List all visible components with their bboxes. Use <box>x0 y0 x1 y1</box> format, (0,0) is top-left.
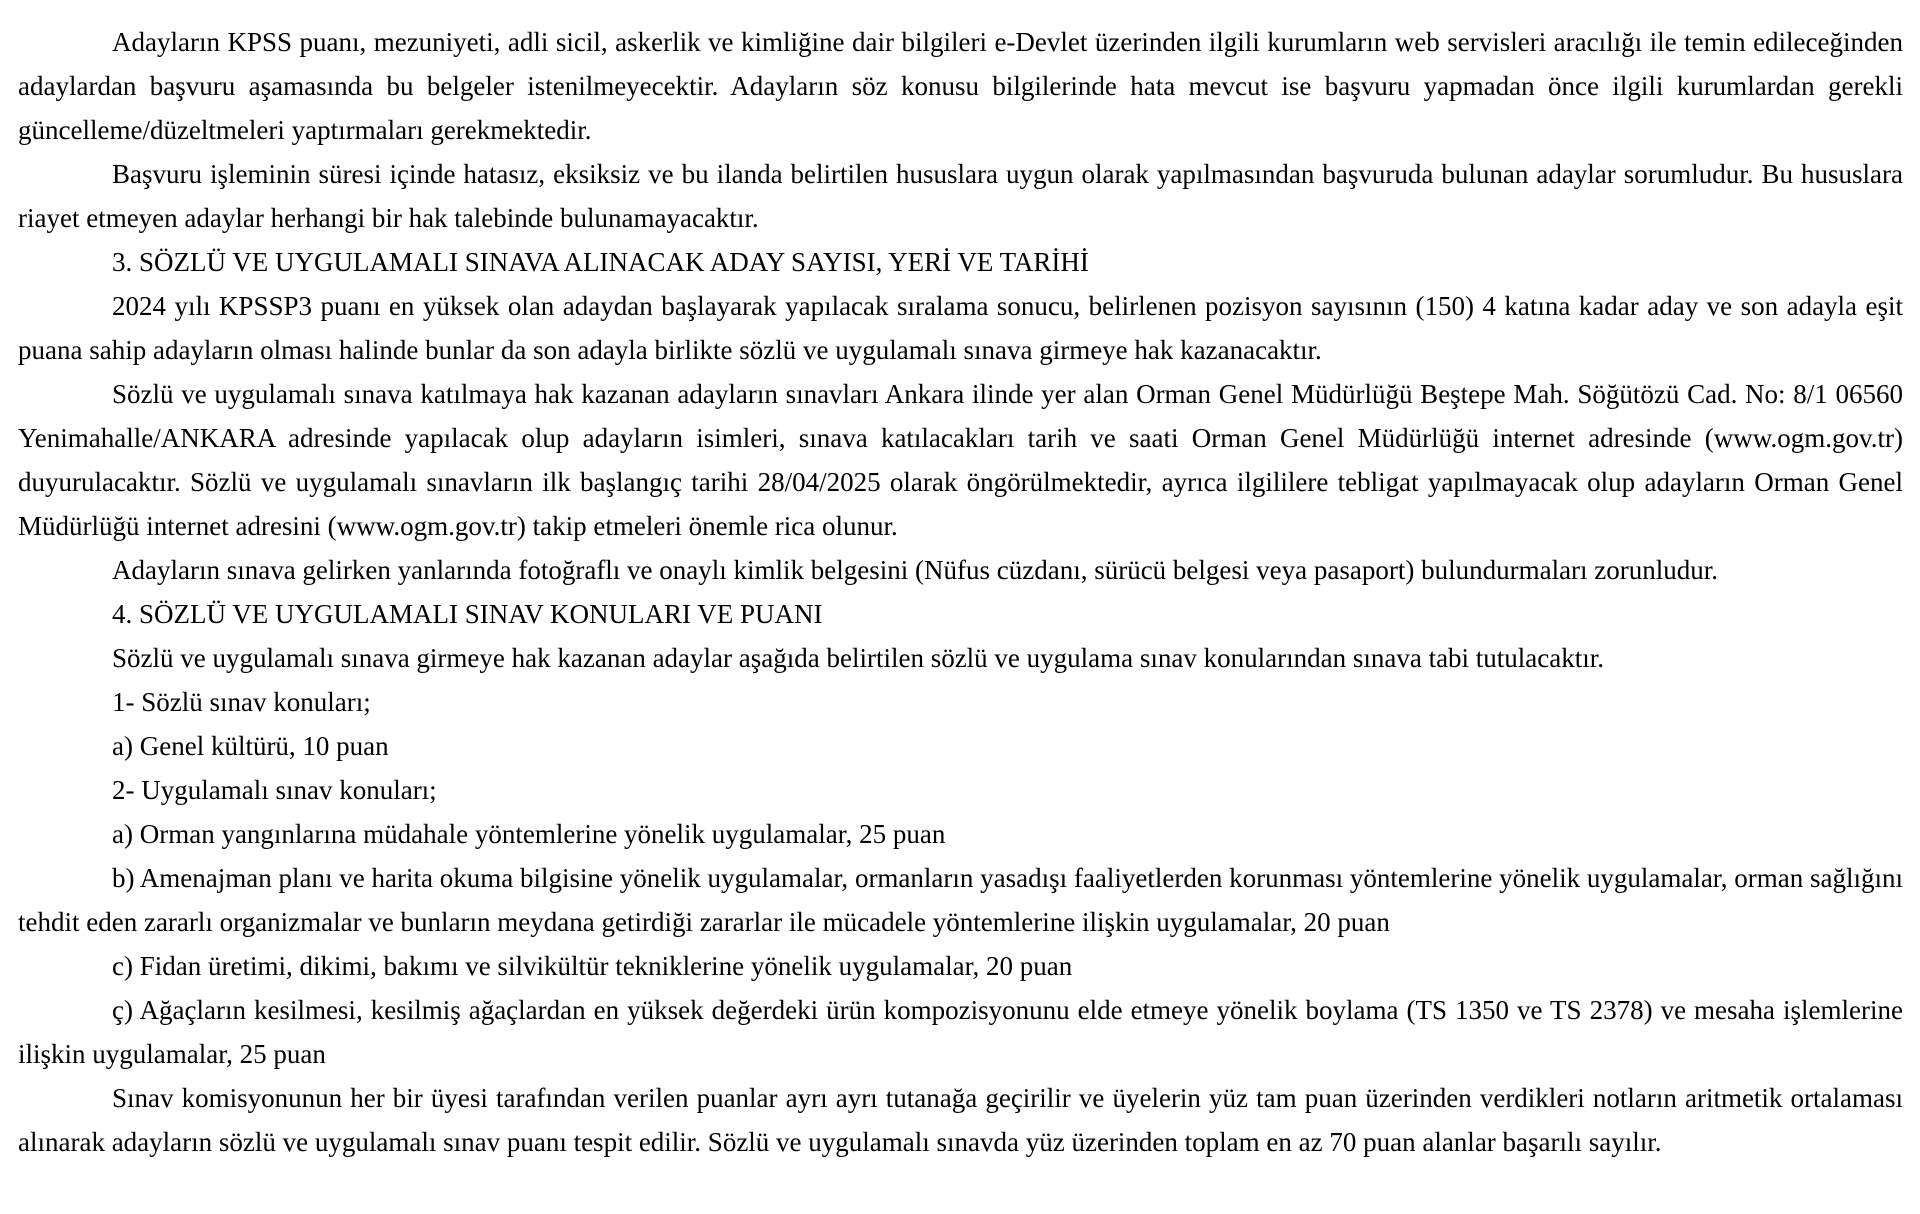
section-heading-4: 4. SÖZLÜ VE UYGULAMALI SINAV KONULARI VE PUANI <box>112 599 823 629</box>
list-item-oral-subjects: 1- Sözlü sınav konuları; <box>112 687 371 717</box>
paragraph-scoring: Sınav komisyonunun her bir üyesi tarafından verilen puanlar ayrı ayrı tutanağa geçirilir ve üyelerin yüz tam puan üzerinden verdikleri notların aritmetik ortalaması alınarak adayların sözlü ve uygulamalı sınav puanı tespit edilir. Sözlü ve uygulamalı sınavda yüz üzerinden toplam en az 70 puan alanlar başarılı sayılır. <box>18 1083 1903 1157</box>
list-item-management-plan: b) Amenajman planı ve harita okuma bilgisine yönelik uygulamalar, ormanların yasadışı faaliyetlerden korunması yöntemlerine yönelik uygulamalar, orman sağlığını tehdit eden zararlı organizmalar ve bunların meydana getirdiği zararlar ile mücadele yöntemlerine ilişkin uygulamalar, 20 puan <box>18 863 1903 937</box>
list-item-tree-cutting: ç) Ağaçların kesilmesi, kesilmiş ağaçlardan en yüksek değerdeki ürün kompozisyonunu elde etmeye yönelik boylama (TS 1350 ve TS 2378) ve mesaha işlemlerine ilişkin uygulamalar, 25 puan <box>18 995 1903 1069</box>
list-item-seedling: c) Fidan üretimi, dikimi, bakımı ve silvikültür tekniklerine yönelik uygulamalar, 20 puan <box>112 951 1073 981</box>
paragraph-id-requirement: Adayların sınava gelirken yanlarında fotoğraflı ve onaylı kimlik belgesini (Nüfus cüzdanı, sürücü belgesi veya pasaport) bulundurmaları zorunludur. <box>112 555 1719 585</box>
paragraph-candidate-count: 2024 yılı KPSSP3 puanı en yüksek olan adaydan başlayarak yapılacak sıralama sonucu, belirlenen pozisyon sayısının (150) 4 katına kadar aday ve son adayla eşit puana sahip adayların olması halinde bunlar da son adayla birlikte sözlü ve uygulamalı sınava girmeye hak kazanacaktır. <box>18 291 1903 365</box>
paragraph-exam-subjects-intro: Sözlü ve uygulamalı sınava girmeye hak kazanan adaylar aşağıda belirtilen sözlü ve uygulama sınav konularından sınava tabi tutulacaktır. <box>112 643 1605 673</box>
section-heading-3: 3. SÖZLÜ VE UYGULAMALI SINAVA ALINACAK ADAY SAYISI, YERİ VE TARİHİ <box>112 247 1089 277</box>
paragraph-application-responsibility: Başvuru işleminin süresi içinde hatasız, eksiksiz ve bu ilanda belirtilen hususlara uygun olarak yapılmasından başvuruda bulunan adaylar sorumludur. Bu hususlara riayet etmeyen adaylar herhangi bir hak talebinde bulunamayacaktır. <box>18 159 1903 233</box>
list-item-general-culture: a) Genel kültürü, 10 puan <box>112 731 389 761</box>
paragraph-exam-location: Sözlü ve uygulamalı sınava katılmaya hak kazanan adayların sınavları Ankara ilinde yer alan Orman Genel Müdürlüğü Beştepe Mah. Söğütözü Cad. No: 8/1 06560 Yenimahalle/ANKARA adresinde yapılacak olup adayların isimleri, sınava katılacakları tarih ve saati Orman Genel Müdürlüğü internet adresinde (www.ogm.gov.tr) duyurulacaktır. Sözlü ve uygulamalı sınavların ilk başlangıç tarihi 28/04/2025 olarak öngörülmektedir, ayrıca ilgililere tebligat yapılmayacak olup adayların Orman Genel Müdürlüğü internet adresini (www.ogm.gov.tr) takip etmeleri önemle rica olunur. <box>18 379 1903 541</box>
paragraph-kpss-info: Adayların KPSS puanı, mezuniyeti, adli sicil, askerlik ve kimliğine dair bilgileri e-Devlet üzerinden ilgili kurumların web servisleri aracılığı ile temin edileceğinden adaylardan başvuru aşamasında bu belgeler istenilmeyecektir. Adayların söz konusu bilgilerinde hata mevcut ise başvuru yapmadan önce ilgili kurumlardan gerekli güncelleme/düzeltmeleri yaptırmaları gerekmektedir. <box>18 27 1903 145</box>
list-item-forest-fire: a) Orman yangınlarına müdahale yöntemlerine yönelik uygulamalar, 25 puan <box>112 819 946 849</box>
document-body <box>18 20 1903 1164</box>
list-item-practical-subjects: 2- Uygulamalı sınav konuları; <box>112 775 437 805</box>
